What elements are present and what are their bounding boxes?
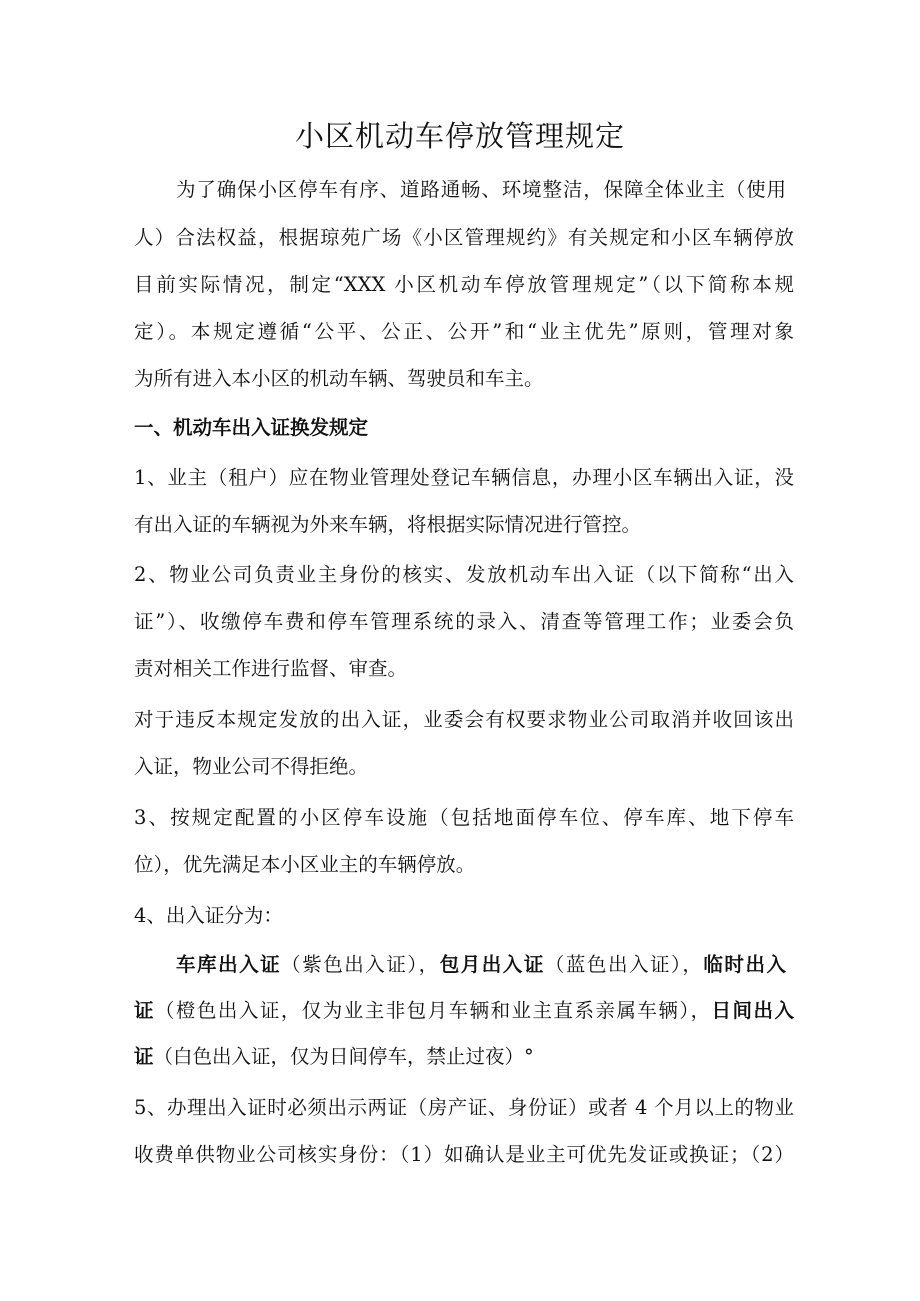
garage-pass-label: 车库出入证 (176, 953, 282, 976)
item2-line-2: 证”）、收缴停车费和停车管理系统的录入、清查等管理工作；业委会负 (134, 610, 794, 633)
item4-line-3 (134, 1042, 794, 1072)
day-pass-label-b: 证 (134, 1045, 154, 1068)
temp-pass-label-b: 证 (134, 999, 155, 1022)
intro-line-5: 为所有进入本小区的机动车辆、驾驶员和车主。 (134, 367, 544, 390)
item1-line-1: 1、业主（租户）应在物业管理处登记车辆信息，办理小区车辆出入证，没 (134, 466, 794, 489)
item4-line-2 (134, 996, 794, 1026)
item4-intro: 4、出入证分为： (134, 904, 283, 927)
monthly-pass-desc: （蓝色出入证）， (544, 953, 704, 976)
item3-line-1: 3、按规定配置的小区停车设施（包括地面停车位、停车库、地下停车 (134, 806, 794, 829)
page-title: 小区机动车停放管理规定 (294, 119, 625, 153)
item1-line-2: 有出入证的车辆视为外来车辆，将根据实际情况进行管控。 (134, 513, 642, 536)
item5-line-1: 5、办理出入证时必须出示两证（房产证、身份证）或者 4 个月以上的物业 (134, 1096, 794, 1119)
monthly-pass-label: 包月出入证 (439, 953, 545, 976)
item2-line-1: 2、物业公司负责业主身份的核实、发放机动车出入证（以下简称“出入 (134, 563, 794, 586)
intro-line-2: 人）合法权益，根据琼苑广场《小区管理规约》有关规定和小区车辆停放 (134, 226, 794, 249)
item5-line-2: 收费单供物业公司核实身份：（1）如确认是业主可优先发证或换证；（2） (134, 1143, 794, 1166)
temp-pass-label-a: 临时出入 (703, 953, 786, 976)
intro-line-1: 为了确保小区停车有序、道路通畅、环境整洁，保障全体业主（使用 (176, 178, 786, 201)
section-heading: 一、机动车出入证换发规定 (134, 416, 369, 439)
day-pass-desc: （白色出入证，仅为日间停车，禁止过夜）° (153, 1045, 534, 1068)
item2-line-3: 责对相关工作进行监督、审查。 (134, 657, 408, 680)
temp-pass-desc: （橙色出入证，仅为业主非包月车辆和业主直系亲属车辆）， (154, 999, 712, 1022)
intro-line-3: 目前实际情况，制定“XXX 小区机动车停放管理规定”（以下简称本规 (134, 273, 794, 296)
item3-line-2: 位），优先满足本小区业主的车辆停放。 (134, 853, 476, 876)
day-pass-label-a: 日间出入 (711, 999, 794, 1022)
note-line-2: 入证，物业公司不得拒绝。 (134, 755, 369, 778)
garage-pass-desc: （紫色出入证）， (281, 953, 440, 976)
item4-line-1 (176, 950, 786, 980)
intro-line-4: 定）。本规定遵循“公平、公正、公开”和“业主优先”原则，管理对象 (134, 320, 794, 343)
note-line-1: 对于违反本规定发放的出入证，业委会有权要求物业公司取消并收回该出 (134, 708, 794, 731)
